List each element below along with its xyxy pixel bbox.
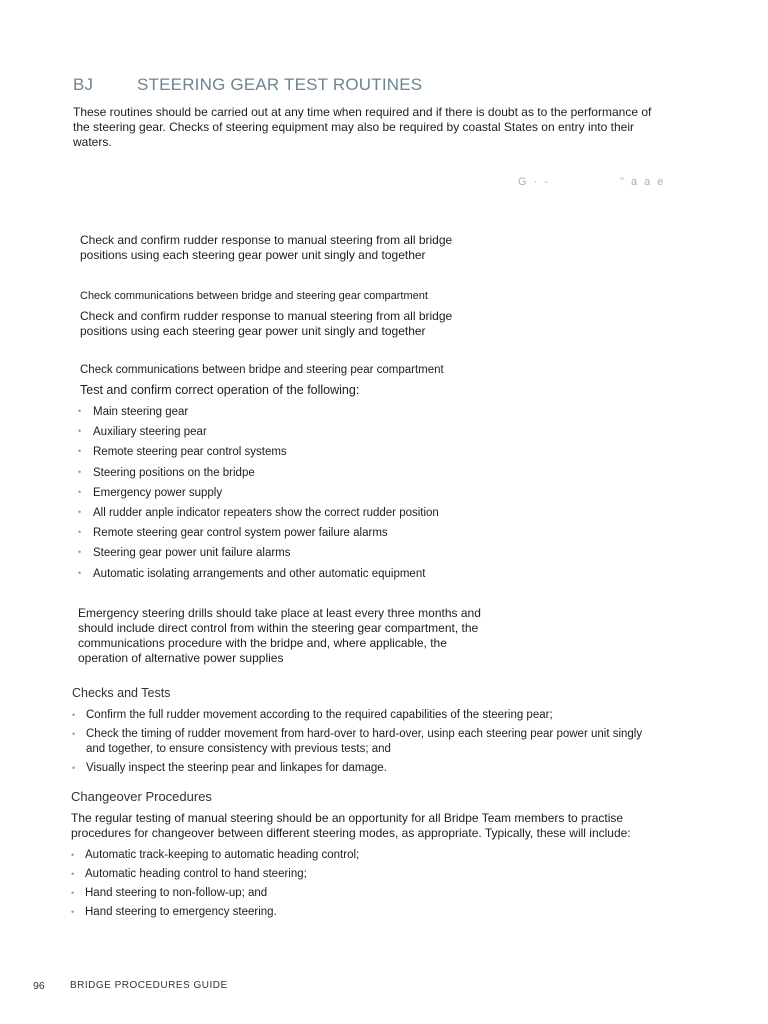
faint-watermark-text bbox=[518, 176, 665, 188]
bullet-icon: • bbox=[78, 426, 82, 437]
changeover-list bbox=[71, 848, 651, 924]
faint-text-left: G · - bbox=[518, 176, 550, 188]
comms-check-1: Check communications between bridge and steering gear compartment bbox=[80, 290, 428, 302]
list-item: • Hand steering to non-follow-up; and bbox=[71, 887, 268, 899]
emergency-drills-paragraph: Emergency steering drills should take place at least every three months and should include direct control from within the steering gear compartment, the communications procedure with the bridpe and, where applicable, the operation of alternative power supplies bbox=[78, 606, 481, 665]
rudder-check-2: Check and confirm rudder response to manual steering from all bridge positions using each steering gear power unit singly and together bbox=[80, 309, 453, 338]
bullet-icon: • bbox=[72, 729, 76, 739]
faint-text-right: " a a e bbox=[620, 176, 666, 188]
checks-and-tests-heading: Checks and Tests bbox=[72, 686, 171, 700]
bullet-icon: • bbox=[78, 547, 82, 558]
bullet-icon: • bbox=[71, 907, 75, 917]
bullet-icon: • bbox=[72, 710, 76, 720]
list-item: • Steering gear power unit failure alarms bbox=[78, 543, 439, 563]
bullet-icon: • bbox=[78, 486, 82, 497]
list-item: • Automatic isolating arrangements and other automatic equipment bbox=[78, 564, 439, 584]
list-item: • Hand steering to emergency steering. bbox=[71, 906, 277, 918]
checks-and-tests-list bbox=[72, 708, 652, 780]
list-item: • Visually inspect the steerinp pear and linkapes for damage. bbox=[72, 762, 387, 774]
page-number: 96 bbox=[33, 980, 45, 992]
bullet-icon: • bbox=[78, 446, 82, 457]
changeover-paragraph: The regular testing of manual steering should be an opportunity for all Bridpe Team members to practise procedures for changeover between different steering modes, as appropriate. Typically, these will include: bbox=[71, 811, 631, 840]
bullet-icon: • bbox=[78, 506, 82, 517]
list-item: • Check the timing of rudder movement from hard-over to hard-over, usinp each steering pear power unit singly and together, to ensure consistency with previous tests; and bbox=[72, 728, 643, 755]
list-item: • Main steering gear bbox=[78, 402, 439, 422]
bullet-icon: • bbox=[78, 406, 82, 416]
bullet-icon: • bbox=[78, 567, 82, 578]
list-item: • All rudder anple indicator repeaters show the correct rudder position bbox=[78, 503, 439, 523]
bullet-icon: • bbox=[71, 869, 75, 879]
section-code: BJ bbox=[73, 75, 94, 94]
list-item: • Remote steering gear control system power failure alarms bbox=[78, 523, 439, 543]
bullet-icon: • bbox=[78, 527, 82, 538]
intro-paragraph: These routines should be carried out at any time when required and if there is doubt as to the performance of the steering gear. Checks of steering equipment may also be required by coastal States on entry into their waters. bbox=[73, 105, 652, 149]
changeover-heading: Changeover Procedures bbox=[71, 789, 212, 804]
list-item: • Emergency power supply bbox=[78, 483, 439, 503]
bullet-icon: • bbox=[72, 763, 76, 773]
list-item: • Remote steering pear control systems bbox=[78, 442, 439, 462]
section-title: STEERING GEAR TEST ROUTINES bbox=[137, 75, 423, 94]
publication-title: BRIDGE PROCEDURES GUIDE bbox=[70, 980, 228, 991]
list-item: • Auxiliary steering pear bbox=[78, 422, 439, 442]
list-item: • Steering positions on the bridpe bbox=[78, 463, 439, 483]
section-heading bbox=[73, 75, 422, 95]
comms-check-2: Check communications between bridpe and steering pear compartment bbox=[80, 364, 444, 376]
rudder-check-1: Check and confirm rudder response to manual steering from all bridge positions using each steering gear power unit singly and together bbox=[80, 233, 453, 262]
bullet-icon: • bbox=[71, 850, 75, 860]
list-item: • Automatic heading control to hand steering; bbox=[71, 868, 307, 880]
list-item: • Confirm the full rudder movement according to the required capabilities of the steering pear; bbox=[72, 709, 553, 721]
bullet-icon: • bbox=[78, 466, 82, 477]
list-item: • Automatic track-keeping to automatic heading control; bbox=[71, 849, 360, 861]
bullet-icon: • bbox=[71, 888, 75, 898]
test-items-list bbox=[78, 402, 439, 584]
test-intro: Test and confirm correct operation of the following: bbox=[80, 383, 360, 397]
